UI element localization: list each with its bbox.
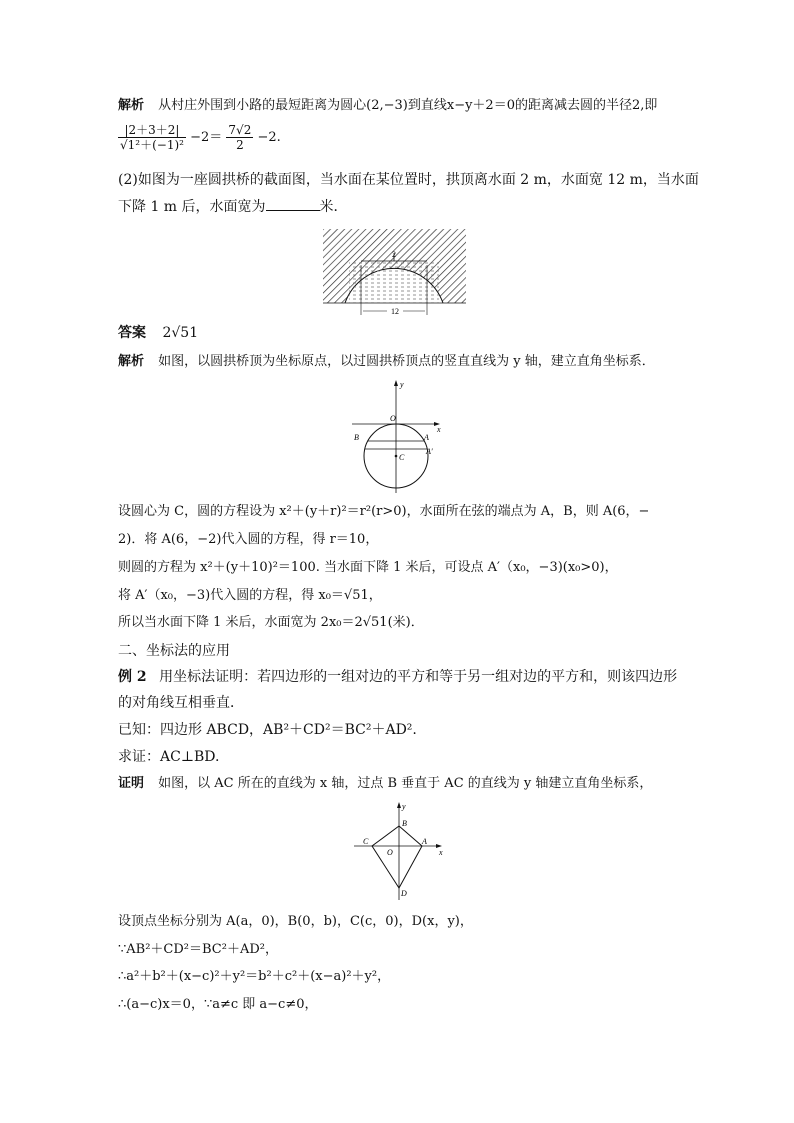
x-axis-label: x — [439, 848, 443, 857]
solution-line-3: 则圆的方程为 x²＋(y＋10)²＝100. 当水面下降 1 米后，可设点 A′（x₀，−3)(x₀>0)， — [118, 560, 618, 575]
question-text: 下降 1 m 后，水面宽为 — [118, 199, 266, 215]
solution-line-4: 将 A′（x₀，−3)代入圆的方程，得 x₀＝√51， — [118, 588, 382, 603]
width-label: 12 — [391, 307, 399, 316]
fraction-denominator: √1²＋(−1)² — [120, 138, 184, 152]
example-text: 用坐标法证明：若四边形的一组对边的平方和等于另一组对边的平方和，则该四边形 — [159, 669, 678, 685]
arch-bridge-figure — [323, 229, 466, 319]
example-2-line-1 — [118, 667, 677, 687]
solution-line-2: 2)．将 A(6，−2)代入圆的方程，得 r＝10， — [118, 532, 379, 547]
question-unit: 米． — [319, 199, 348, 215]
point-b-label: B — [354, 433, 359, 442]
solution-line-1: 设圆心为 C，圆的方程设为 x²＋(y＋r)²＝r²(r>0)，水面所在弦的端点为 A，B，则 A(6，− — [118, 504, 650, 519]
distance-formula — [118, 118, 281, 158]
point-a-label: A — [424, 433, 429, 442]
point-a-label: A — [422, 837, 427, 846]
point-a-prime-label: A′ — [426, 447, 433, 456]
y-axis-arrow — [397, 802, 401, 808]
origin-label: O — [387, 848, 393, 857]
section-heading: 二、坐标法的应用 — [118, 643, 230, 659]
point-d-label: D — [401, 889, 407, 898]
formula-end: −2. — [257, 130, 281, 145]
proof-step-2: ∵AB²＋CD²＝BC²＋AD²， — [118, 942, 278, 957]
quadrilateral-figure — [352, 800, 447, 902]
answer-label: 答案 — [118, 325, 146, 341]
y-axis-label: y — [400, 380, 404, 389]
proof-line — [118, 774, 652, 794]
result-numerator: 7√2 — [228, 123, 252, 137]
answer-value: 2√51 — [162, 325, 199, 341]
y-axis-label: y — [402, 802, 406, 811]
example-2-line-2: 的对角线互相垂直． — [118, 695, 244, 711]
result-denominator: 2 — [236, 138, 244, 152]
given-line: 已知：四边形 ABCD，AB²＋CD²＝BC²＋AD². — [118, 722, 417, 738]
distance-fraction — [118, 123, 186, 152]
analysis-label: 解析 — [118, 98, 145, 113]
proof-step-4: ∴(a−c)x＝0，∵a≠c 即 a−c≠0， — [118, 997, 318, 1012]
fraction-numerator: |2＋3＋2| — [118, 123, 186, 138]
analysis-line-1 — [118, 96, 657, 116]
origin-label: O — [390, 414, 396, 423]
analysis-2-line — [118, 352, 655, 372]
solution-line-5: 所以当水面下降 1 米后，水面宽为 2x₀＝2√51(米)． — [118, 615, 424, 630]
proof-step-3: ∴a²＋b²＋(x−c)²＋y²＝b²＋c²＋(x−a)²＋y²， — [118, 969, 391, 984]
answer-blank — [266, 198, 320, 211]
point-b-label: B — [402, 819, 407, 828]
circle-coordinate-figure — [344, 378, 449, 496]
prove-line: 求证：AC⊥BD. — [118, 749, 220, 765]
analysis-2-label: 解析 — [118, 354, 145, 369]
center-point — [395, 455, 398, 458]
x-axis-label: x — [437, 425, 441, 434]
question-2-line-1: (2)如图为一座圆拱桥的截面图，当水面在某位置时，拱顶离水面 2 m，水面宽 12 m，当水面 — [118, 172, 699, 188]
question-2-line-2 — [118, 197, 348, 217]
water-body — [349, 261, 439, 303]
proof-text: 如图，以 AC 所在的直线为 x 轴，过点 B 垂直于 AC 的直线为 y 轴建立直角坐标系， — [158, 776, 653, 791]
formula-middle: −2＝ — [190, 130, 223, 145]
analysis-text: 从村庄外围到小路的最短距离为圆心(2,−3)到直线x−y＋2＝0的距离减去圆的半径2,即 — [158, 98, 658, 113]
result-fraction — [226, 123, 253, 152]
proof-step-1: 设顶点坐标分别为 A(a，0)，B(0，b)，C(c，0)，D(x，y)， — [118, 914, 473, 929]
proof-label: 证明 — [118, 776, 145, 791]
answer-line — [118, 323, 198, 343]
center-label: C — [399, 453, 405, 462]
example-label: 例 2 — [118, 669, 147, 685]
height-label: 2 — [392, 250, 396, 259]
y-axis-arrow — [394, 380, 398, 386]
point-c-label: C — [363, 837, 369, 846]
quadrilateral-abcd — [372, 826, 422, 888]
analysis-2-text: 如图，以圆拱桥顶为坐标原点，以过圆拱桥顶点的竖直直线为 y 轴，建立直角坐标系． — [158, 354, 655, 369]
